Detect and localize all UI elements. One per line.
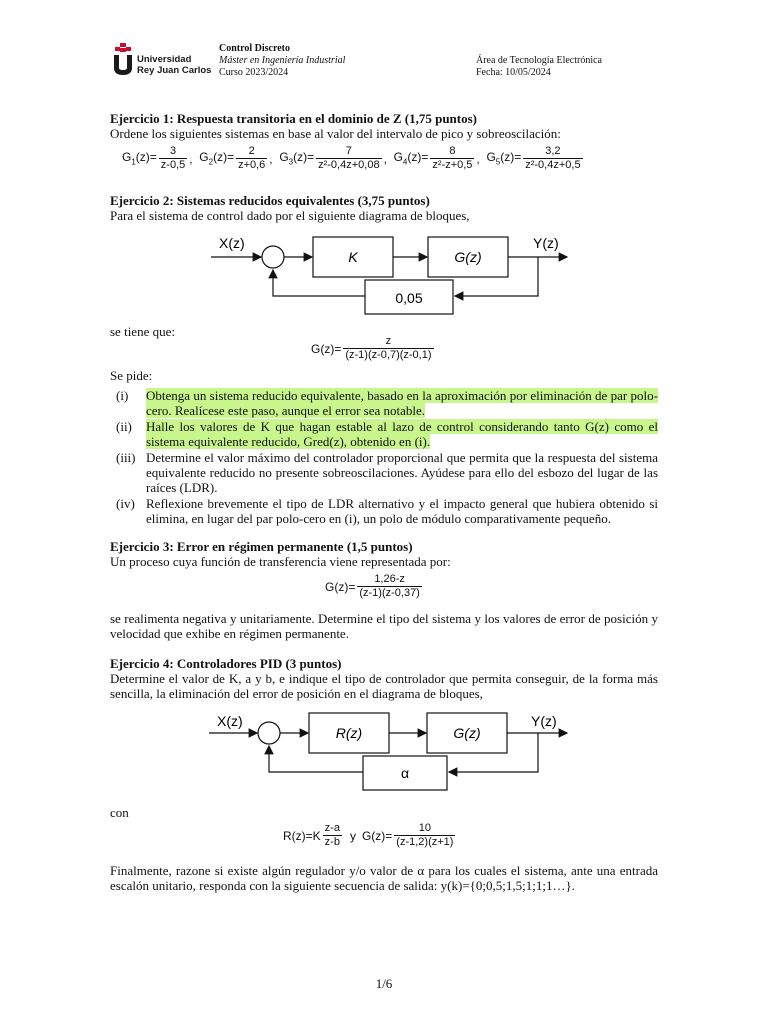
ex4-title: Ejercicio 4: Controladores PID (3 puntos) [110, 656, 342, 671]
area: Área de Tecnología Electrónica [476, 55, 602, 66]
header-area [476, 55, 602, 79]
output-label: Y(z) [533, 235, 559, 251]
ex2-block-diagram [205, 228, 575, 320]
svg-text:0,05: 0,05 [395, 290, 423, 306]
ex4-equations: R(z)=K $\frac{z-a}{z-b}$ y G(z)= $\frac{10}{(z-1,2)(z+1)}$ [283, 822, 454, 848]
university-name-2: Rey Juan Carlos [137, 65, 212, 76]
ex3-after-text: se realimenta negativa y unitariamente. Determine el tipo del sistema y los valores de error de posición y velocidad que exhibe en régimen permanente. [110, 611, 658, 641]
ex3-text: Un proceso cuya función de transferencia viene representada por: [110, 554, 451, 569]
list-item: (iii) Determine el valor máximo del controlador proporcional que permita que la respuesta del sistema equivalente reducido no presente sobreoscilaciones. Ayúdese para ello del esbozo del lugar de las raíces (LDR). [116, 450, 658, 495]
ex1-text: Ordene los siguientes sistemas en base al valor del intervalo de pico y sobreoscilación: [110, 126, 561, 141]
ex2-items [110, 388, 658, 526]
university-crest-icon [112, 42, 134, 76]
svg-text:K: K [348, 249, 358, 265]
eq-g2: $G_2(z)=$ $\frac{2}{z+0,6}$ , [199, 145, 280, 171]
university-name: Universidad [137, 54, 192, 65]
ex3-equation: G(z)= $\frac{1,26-z}{(z-1)(z-0,37)}$ [325, 573, 420, 599]
svg-text:G(z): G(z) [454, 249, 482, 265]
ex4-con: con [110, 805, 129, 820]
ex3-title: Ejercicio 3: Error en régimen permanente (1,5 puntos) [110, 539, 413, 554]
eq-g1: $G_1(z)=$ $\frac{3}{z-0,5}$ , [122, 145, 200, 171]
input-label: X(z) [219, 235, 245, 251]
svg-text:G(z): G(z) [453, 725, 481, 741]
summing-junction [258, 722, 280, 744]
ex2-title: Ejercicio 2: Sistemas reducidos equivalentes (3,75 puntos) [110, 193, 430, 208]
ex2-after-text: se tiene que: [110, 324, 175, 339]
ex1-title: Ejercicio 1: Respuesta transitoria en el dominio de Z (1,75 puntos) [110, 111, 477, 126]
summing-junction [262, 246, 284, 268]
list-item: (ii) Halle los valores de K que hagan estable al lazo de control considerando tanto G(z) como el sistema equivalente reducido, Gred(z), obtenido en (i). [116, 419, 658, 449]
degree: Máster en Ingeniería Industrial [219, 55, 346, 66]
list-item: (i) Obtenga un sistema reducido equivalente, basado en la aproximación por eliminación de par polo-cero. Realícese este paso, aunque el error sea notable. [116, 388, 658, 418]
ex1-equations [122, 145, 585, 172]
course-year: Curso 2023/2024 [219, 67, 289, 78]
university-logo [112, 42, 212, 78]
eq-g3: $G_3(z)=$ $\frac{7}{\text{z²-0,4z+0,08}}$ , [279, 145, 394, 171]
eq-g5: $G_5(z)=$ $\frac{3,2}{\text{z²-0,4z+0,5}}$ [486, 145, 581, 171]
eq-g4: $G_4(z)=$ $\frac{8}{\text{z²-z+0,5}}$ , [393, 145, 487, 171]
ex4-block-diagram [205, 706, 575, 798]
ex4-text: Determine el valor de K, a y b, e indique el tipo de controlador que permita conseguir, de la forma más sencilla, la eliminación del error de posición en el diagrama de bloques, [110, 671, 658, 701]
svg-text:R(z): R(z) [335, 725, 363, 741]
svg-text:α: α [400, 765, 410, 781]
page-number: 1/6 [375, 976, 393, 991]
header-course [219, 43, 345, 79]
list-item: (iv) Reflexione brevemente el tipo de LDR alternativo y el impacto general que hubiera obtenido si elimina, en lugar del par polo-cero en (i), un polo de módulo comparativamente pequeño. [116, 496, 658, 526]
ex2-equation: G(z)= $\frac{z}{(z-1)(z-0,7)(z-0,1)}$ [311, 335, 432, 361]
ex2-asks: Se pide: [110, 368, 153, 383]
ex4-final-text: Finalmente, razone si existe algún regulador y/o valor de α para los cuales el sistema, ante una entrada escalón unitario, responda con la siguiente secuencia de salida: y(k)={0;0,5;1,5;1;1;1…}. [110, 863, 658, 893]
input-label: X(z) [217, 713, 243, 729]
output-label: Y(z) [531, 713, 557, 729]
date: Fecha: 10/05/2024 [476, 67, 551, 78]
ex2-text: Para el sistema de control dado por el siguiente diagrama de bloques, [110, 208, 470, 223]
course-title: Control Discreto [219, 43, 291, 54]
